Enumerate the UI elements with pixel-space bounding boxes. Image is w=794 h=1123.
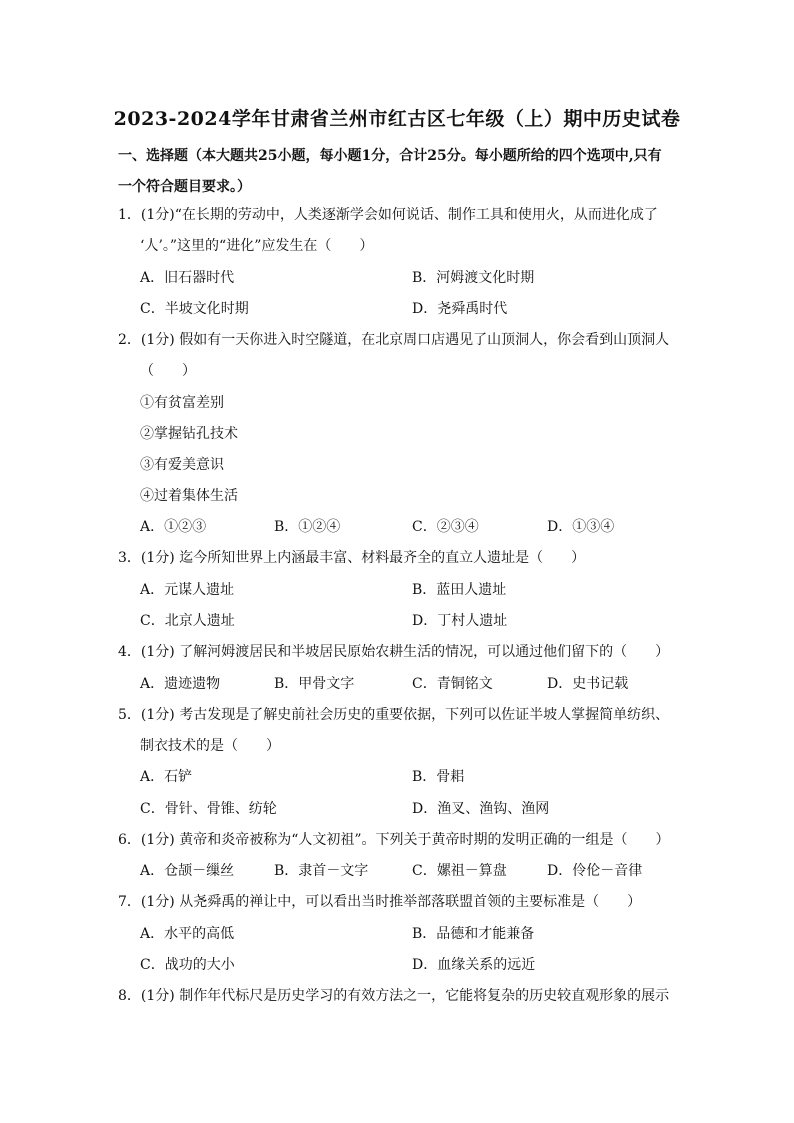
question-2-option-b: B．①②④	[274, 519, 341, 535]
section-heading	[118, 141, 678, 203]
question-5-option-b: B．骨耜	[412, 769, 465, 785]
section-heading-line-1: 一、选择题（本大题共25小题，每小题1分，合计25分。每小题所给的四个选项中,只有	[118, 148, 662, 164]
question-3-option-c: C．北京人遗址	[140, 613, 235, 629]
question-5-stem: 5．(1分) 考古发现是了解史前社会历史的重要依据，下列可以佐证半坡人掌握简单纺织、	[118, 707, 670, 723]
question-2-item-3: ③有爱美意识	[140, 457, 224, 473]
question-7-option-b: B．品德和才能兼备	[412, 926, 535, 942]
question-1-option-c: C．半坡文化时期	[140, 301, 249, 317]
question-2-option-c: C．②③④	[412, 519, 479, 535]
question-3-option-b: B．蓝田人遗址	[412, 582, 507, 598]
question-1-option-d: D．尧舜禹时代	[412, 301, 508, 317]
question-1-option-a: A．旧石器时代	[140, 270, 235, 286]
question-5-option-d: D．渔叉、渔钩、渔网	[412, 801, 550, 817]
question-4-option-b: B．甲骨文字	[274, 676, 355, 692]
question-6-option-b: B．隶首－文字	[274, 863, 369, 879]
question-4-option-a: A．遗迹遗物	[140, 676, 221, 692]
question-3-stem: 3．(1分) 迄今所知世界上内涵最丰富、材料最齐全的直立人遗址是（ ）	[118, 550, 586, 566]
question-2-item-2: ②掌握钻孔技术	[140, 426, 238, 442]
question-2-item-4: ④过着集体生活	[140, 488, 238, 504]
question-7-option-c: C．战功的大小	[140, 957, 235, 973]
question-8-stem: 8．(1分) 制作年代标尺是历史学习的有效方法之一，它能将复杂的历史较直观形象的展示	[118, 988, 670, 1004]
question-6-option-a: A．仓颉－缫丝	[140, 863, 235, 879]
question-2-stem-cont: （ ）	[140, 363, 196, 379]
question-5-stem-cont: 制衣技术的是（ ）	[140, 738, 280, 754]
question-5-option-a: A．石铲	[140, 769, 193, 785]
question-1-stem-cont: ‘人’。”这里的“进化”应发生在（ ）	[140, 238, 374, 254]
section-heading-line-2: 一个符合题目要求。）	[118, 179, 251, 195]
question-2-stem: 2．(1分) 假如有一天你进入时空隧道，在北京周口店遇见了山顶洞人，你会看到山顶洞人	[118, 332, 670, 348]
question-7-option-d: D．血缘关系的远近	[412, 957, 536, 973]
question-2-item-1: ①有贫富差别	[140, 395, 224, 411]
question-4-stem: 4．(1分) 了解河姆渡居民和半坡居民原始农耕生活的情况，可以通过他们留下的（ ）	[118, 644, 670, 660]
question-6-stem: 6．(1分) 黄帝和炎帝被称为“人文初祖”。下列关于黄帝时期的发明正确的一组是（ ）	[118, 832, 670, 848]
question-1-option-b: B．河姆渡文化时期	[412, 270, 535, 286]
question-1-stem: 1．(1分)“在长期的劳动中，人类逐渐学会如何说话、制作工具和使用火，从而进化成了	[118, 207, 658, 223]
question-7-stem: 7．(1分) 从尧舜禹的禅让中，可以看出当时推举部落联盟首领的主要标准是（ ）	[118, 894, 642, 910]
question-6-option-c: C．嫘祖－算盘	[412, 863, 507, 879]
question-3-option-d: D．丁村人遗址	[412, 613, 508, 629]
page-title: 2023-2024学年甘肃省兰州市红古区七年级（上）期中历史试卷	[113, 108, 681, 130]
question-4-option-d: D．史书记载	[547, 676, 629, 692]
question-5-option-c: C．骨针、骨锥、纺轮	[140, 801, 277, 817]
question-2-option-a: A．①②③	[140, 519, 207, 535]
question-7-option-a: A．水平的高低	[140, 926, 235, 942]
question-3-option-a: A．元谋人遗址	[140, 582, 235, 598]
question-4-option-c: C．青铜铭文	[412, 676, 493, 692]
question-2-option-d: D．①③④	[547, 519, 615, 535]
question-6-option-d: D．伶伦－音律	[547, 863, 643, 879]
